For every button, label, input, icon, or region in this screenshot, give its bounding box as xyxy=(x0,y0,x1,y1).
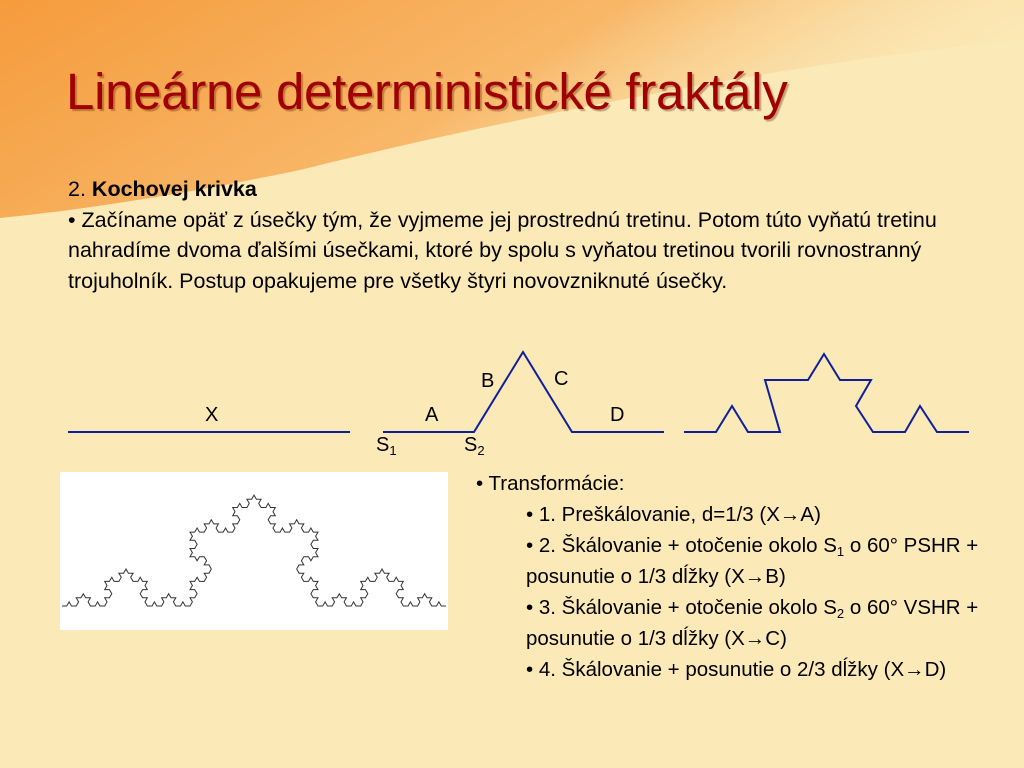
bullet-glyph: • xyxy=(526,503,534,526)
label-s2-letter: S xyxy=(464,434,478,456)
transformation-text: 1. Preškálovanie, d=1/3 (X→A) xyxy=(538,503,821,526)
bullet-glyph: • xyxy=(68,207,76,232)
label-x: X xyxy=(205,404,219,426)
transformations-heading-line xyxy=(476,468,1016,499)
transformation-text-post: o 60° PSHR + posunutie o 1/3 dĺžky (X→B) xyxy=(526,534,979,588)
transformations-list xyxy=(476,468,1016,685)
label-s1-sub: 1 xyxy=(389,443,397,458)
transformation-subscript: 2 xyxy=(836,606,845,621)
bullet-glyph: • xyxy=(476,472,484,495)
bullet-glyph: • xyxy=(526,534,534,557)
transformation-text-pre: 2. Škálovanie + otočenie okolo S xyxy=(538,534,837,557)
transformation-subscript: 1 xyxy=(836,544,845,559)
transformation-text-pre: 3. Škálovanie + otočenie okolo S xyxy=(538,596,837,619)
transformation-item-3 xyxy=(476,592,1016,654)
transformation-item-4 xyxy=(476,654,1016,685)
label-s2-sub: 2 xyxy=(477,443,485,458)
label-s1 xyxy=(376,434,397,457)
slide-title: Lineárne deterministické fraktály xyxy=(66,63,788,120)
koch-curve xyxy=(62,495,446,606)
transformation-text: 4. Škálovanie + posunutie o 2/3 dĺžky (X→D) xyxy=(538,658,947,681)
section-paragraph-line xyxy=(68,205,968,297)
transformation-item-2 xyxy=(476,530,1016,592)
koch-step-2 xyxy=(684,354,969,432)
section-heading: Kochovej krivka xyxy=(91,177,257,201)
label-s2 xyxy=(464,434,485,457)
transformation-item-1 xyxy=(476,499,1016,530)
koch-fractal-panel xyxy=(60,472,448,630)
transformations-heading: Transformácie: xyxy=(488,472,625,495)
label-s1-letter: S xyxy=(376,434,390,456)
bullet-glyph: • xyxy=(526,596,534,619)
section-paragraph: Začíname opäť z úsečky tým, že vyjmeme jej prostrednú tretinu. Potom túto vyňatú tretinu nahradíme dvoma ďalšími úsečkami, ktoré by spolu s vyňatou tretinou tvorili rovnostranný trojuholník. Postup opakujeme pre všetky štyri novovzniknuté úsečky. xyxy=(68,207,937,293)
transformation-text-post: o 60° VSHR + posunutie o 1/3 dĺžky (X→C) xyxy=(526,596,979,650)
bullet-glyph: • xyxy=(526,658,534,681)
section-number: 2. xyxy=(68,177,86,201)
koch-curve-image xyxy=(60,472,448,630)
label-a: A xyxy=(425,404,439,426)
label-b: B xyxy=(481,370,495,392)
section-heading-line xyxy=(68,174,968,205)
label-c: C xyxy=(554,368,569,390)
koch-construction-diagram xyxy=(0,340,1024,470)
section-text xyxy=(68,174,968,296)
label-d: D xyxy=(610,404,625,426)
